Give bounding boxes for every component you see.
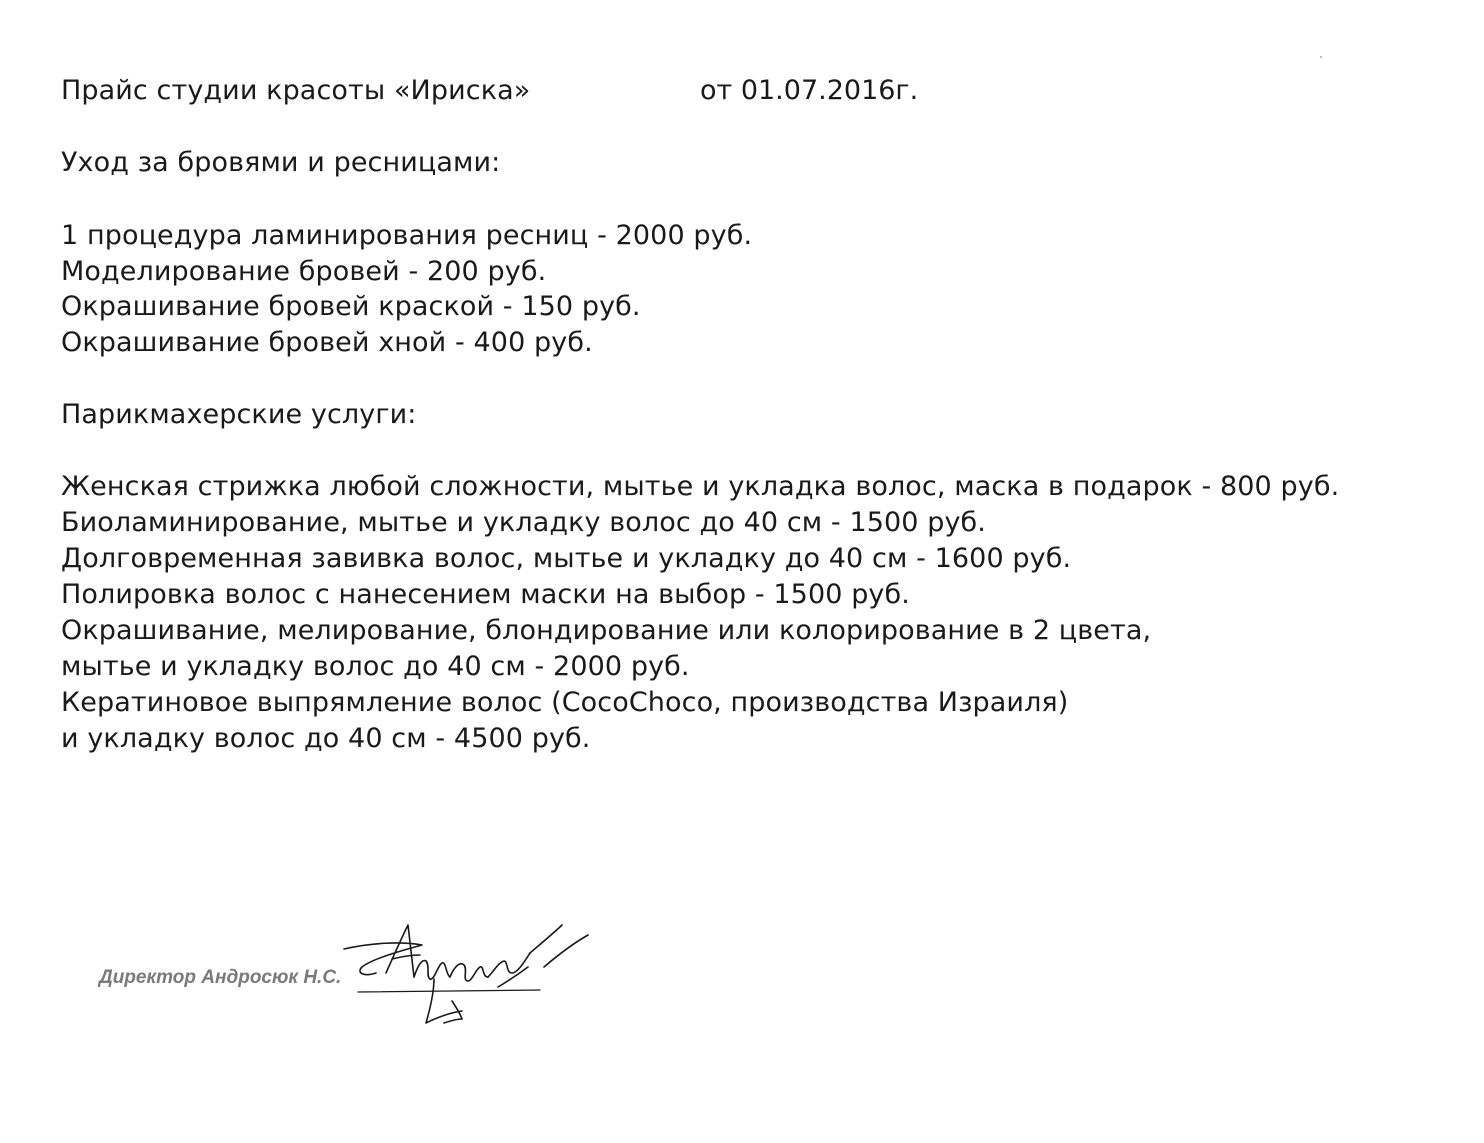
- price-item: Окрашивание бровей хной - 400 руб.: [61, 327, 593, 358]
- price-item: Биоламинирование, мытье и укладку волос до 40 см - 1500 руб.: [61, 507, 986, 538]
- price-item: Моделирование бровей - 200 руб.: [61, 256, 547, 287]
- section-title-hairdressing: Парикмахерские услуги:: [61, 399, 417, 430]
- section-title-brows-lashes: Уход за бровями и ресницами:: [61, 147, 501, 178]
- scan-speck: [1320, 56, 1322, 58]
- price-item: Кератиновое выпрямление волос (CocoChoco, производства Израиля): [61, 687, 1069, 718]
- document-title: Прайс студии красоты «Ириска»: [61, 75, 531, 106]
- price-item: Женская стрижка любой сложности, мытье и укладка волос, маска в подарок - 800 руб.: [61, 471, 1340, 502]
- price-item-continuation: мытье и укладку волос до 40 см - 2000 руб.: [61, 651, 690, 682]
- price-item: Окрашивание, мелирование, блондирование или колорирование в 2 цвета,: [61, 615, 1152, 646]
- price-item-continuation: и укладку волос до 40 см - 4500 руб.: [61, 723, 591, 754]
- price-item: Полировка волос с нанесением маски на выбор - 1500 руб.: [61, 579, 910, 610]
- price-item: Долговременная завивка волос, мытье и укладку до 40 см - 1600 руб.: [61, 543, 1072, 574]
- document-date: от 01.07.2016г.: [700, 75, 919, 106]
- price-item: 1 процедура ламинирования ресниц - 2000 руб.: [61, 220, 753, 251]
- director-signature-caption: Директор Андросюк Н.С.: [99, 967, 342, 988]
- price-item: Окрашивание бровей краской - 150 руб.: [61, 291, 641, 322]
- handwritten-signature: [330, 915, 600, 1035]
